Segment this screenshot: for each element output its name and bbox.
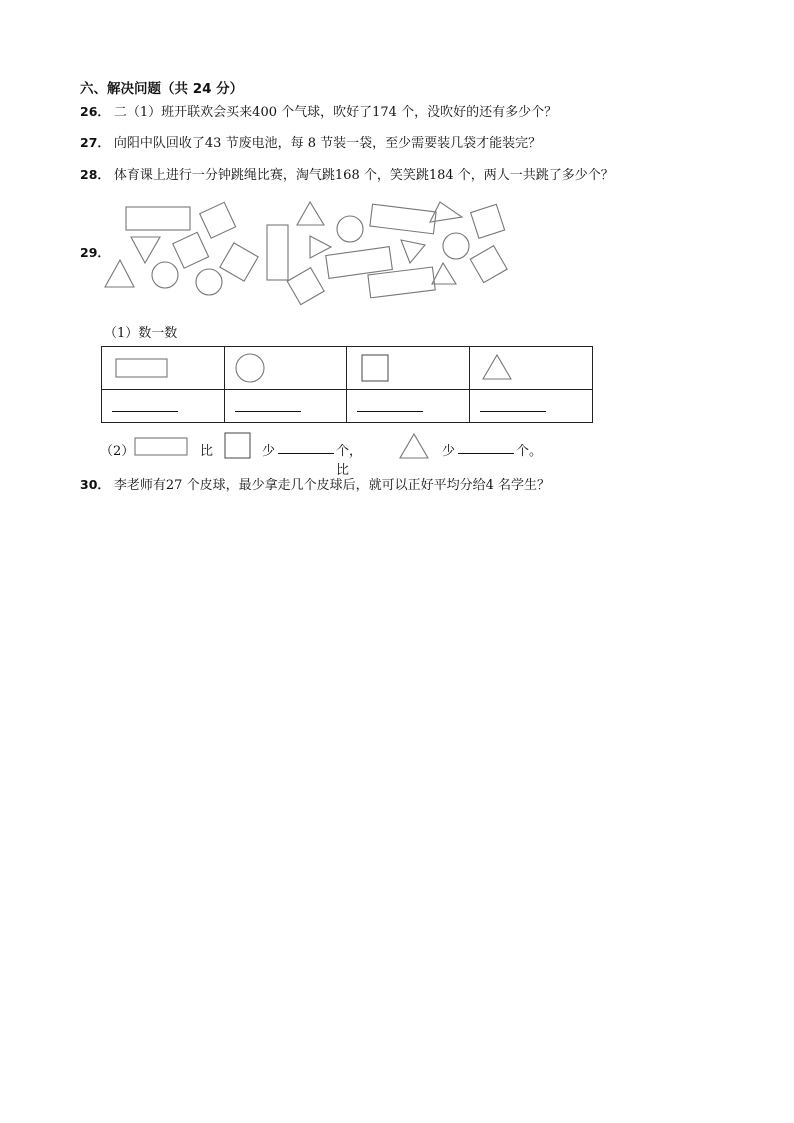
rectangle-icon [102,347,224,385]
shape-header-row [102,347,593,390]
compare-word: 比 [200,444,214,459]
square-icon [200,202,236,238]
square-icon [347,347,469,385]
answer-blank[interactable] [357,397,423,412]
rectangle-icon [267,225,288,280]
square-icon [220,243,258,281]
question-text: 李老师有27 个皮球，最少拿走几个皮球后，就可以正好平均分给4 名学生？ [113,478,550,493]
shapes-figure [100,196,520,312]
answer-blank[interactable] [458,439,514,454]
rectangle-icon [370,204,436,234]
triangle-icon [310,236,331,258]
question-26 [80,103,557,122]
table-cell [225,347,347,390]
rectangle-icon [134,436,190,458]
answer-cell[interactable] [347,390,470,423]
less-word: 少 [442,444,456,459]
question-text: 二（1）班开联欢会买来400 个气球，吹好了174 个，没吹好的还有多少个？ [113,105,558,120]
table-cell [347,347,470,390]
circle-icon [152,262,178,288]
answer-blank[interactable] [112,397,178,412]
question-30 [80,476,550,495]
triangle-icon [470,347,592,385]
part2-prefix: （2） [100,444,135,459]
rectangle-icon [126,207,190,230]
question-27 [80,134,541,153]
q29-part1-label: （1）数一数 [104,326,178,341]
question-number: 27． [80,135,110,150]
square-icon [173,232,209,268]
answer-blank[interactable] [480,397,546,412]
question-29-number: 29． [80,245,110,260]
answer-blank[interactable] [235,397,301,412]
table-cell [102,347,225,390]
triangle-icon [131,237,160,263]
question-number: 28． [80,167,110,182]
table-cell [470,347,593,390]
count-table [101,346,593,423]
circle-icon [225,347,346,385]
question-number: 26． [80,104,110,119]
triangle-icon [105,260,134,287]
question-number: 30． [80,477,110,492]
section-heading: 六、解决问题（共 24 分） [80,81,244,97]
circle-icon [196,269,222,295]
question-text: 向阳中队回收了43 节废电池，每 8 节装一袋，至少需要装几袋才能装完？ [113,136,542,151]
answer-cell[interactable] [470,390,593,423]
question-text: 体育课上进行一分钟跳绳比赛，淘气跳168 个，笑笑跳184 个，两人一共跳了多少个？ [113,168,614,183]
triangle-icon [297,202,324,225]
answer-blank[interactable] [278,439,334,454]
triangle-icon [432,263,456,284]
square-icon [470,246,507,283]
triangle-icon [401,240,425,263]
circle-icon [443,233,469,259]
question-28 [80,166,614,185]
less-word: 少 [262,444,276,459]
square-icon [287,268,324,305]
circle-icon [337,216,363,242]
square-icon [471,204,505,238]
triangle-icon [398,432,430,460]
unit-compare-text: 个，比 [336,444,363,478]
answer-row [102,390,593,423]
square-icon [224,432,252,460]
unit-text: 个。 [516,444,543,459]
answer-cell[interactable] [225,390,347,423]
answer-cell[interactable] [102,390,225,423]
